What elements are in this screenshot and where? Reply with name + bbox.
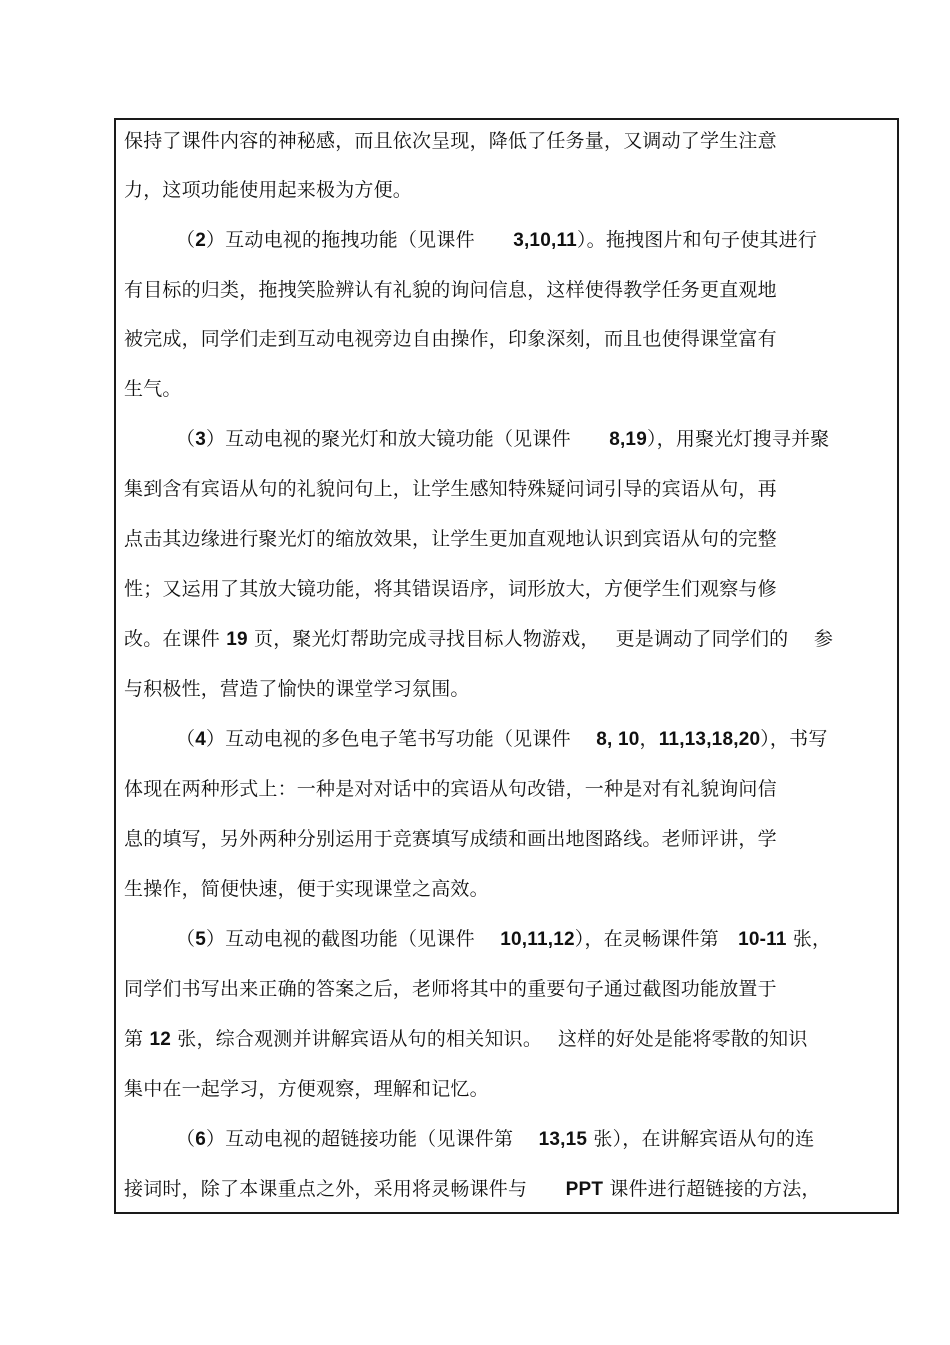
bold-number: 5 [195,929,206,950]
text-segment: （ [176,229,196,251]
text-line [124,177,412,203]
text-line [124,1076,489,1102]
text-segment: 第 [124,1028,150,1050]
text-segment: 被完成，同学们走到互动电视旁边自由操作，印象深刻，而且也使得课堂富有 [124,328,777,350]
text-line [124,576,777,602]
text-segment: 接词时，除了本课重点之外，采用将灵畅课件与 [124,1178,566,1200]
text-segment: ）互动电视的拖拽功能（见课件 [205,229,514,251]
text-line [176,426,829,453]
text-segment: 生气。 [124,378,182,400]
text-segment: 课件进行超链接的方法， [603,1178,821,1200]
bold-number: 3 [195,429,206,450]
text-line [176,227,817,254]
text-line [124,277,777,303]
text-line [124,526,777,552]
text-segment: 张），在讲解宾语从句的连 [587,1128,815,1150]
bold-number: 12 [149,1029,171,1050]
text-segment: ）。拖拽图片和句子使其进行 [576,229,818,251]
text-segment: 集到含有宾语从句的礼貌问句上，让学生感知特殊疑问词引导的宾语从句，再 [124,478,777,500]
text-segment: 生操作，简便快速，便于实现课堂之高效。 [124,878,489,900]
text-segment: 张， [786,928,832,950]
text-line [124,476,777,502]
text-line [124,1176,821,1203]
text-segment: ）互动电视的超链接功能（见课件第 [205,1128,539,1150]
bold-number: 11,13,18,20 [658,729,761,750]
text-segment: （ [176,728,196,750]
text-segment: 保持了课件内容的神秘感，而且依次呈现，降低了任务量，又调动了学生注意 [124,130,777,152]
text-segment: ）互动电视的聚光灯和放大镜功能（见课件 [205,428,610,450]
text-segment: 同学们书写出来正确的答案之后，老师将其中的重要句子通过截图功能放置于 [124,978,777,1000]
text-segment: ）互动电视的截图功能（见课件 [205,928,501,950]
text-segment: ），在灵畅课件第 [574,928,739,950]
text-segment: 集中在一起学习，方便观察，理解和记忆。 [124,1078,489,1100]
text-line [176,926,831,953]
text-segment: 张，综合观测并讲解宾语从句的相关知识。 这样的好处是能将零散的知识 [171,1028,808,1050]
text-line [124,128,777,154]
text-line [124,826,777,852]
text-segment: 点击其边缘进行聚光灯的缩放效果，让学生更加直观地认识到宾语从句的完整 [124,528,777,550]
bold-number: 10-11 [738,929,787,950]
text-segment: 页，聚光灯帮助完成寻找目标人物游戏， 更是调动了同学们的 参 [247,628,834,650]
bold-number: 19 [226,629,248,650]
text-line [124,676,470,702]
bold-number: 6 [195,1129,206,1150]
text-segment: （ [176,428,196,450]
bold-number: PPT [565,1179,604,1200]
bold-number: 4 [195,729,206,750]
bold-number: 2 [195,230,206,251]
text-line [124,326,777,352]
text-line [124,376,182,402]
bold-number: 13,15 [538,1129,588,1150]
text-segment: ）互动电视的多色电子笔书写功能（见课件 [205,728,597,750]
text-line [124,976,777,1002]
bold-number: 3,10,11 [513,230,577,251]
text-segment: 改。在课件 [124,628,227,650]
text-segment: 性；又运用了其放大镜功能，将其错误语序，词形放大，方便学生们观察与修 [124,578,777,600]
bold-number: 8,19 [609,429,647,450]
text-segment: （ [176,1128,196,1150]
text-segment: 与积极性，营造了愉快的课堂学习氛围。 [124,678,470,700]
text-segment: 体现在两种形式上：一种是对对话中的宾语从句改错，一种是对有礼貌询问信 [124,778,777,800]
text-line [124,876,489,902]
bold-number: 8, 10 [596,729,640,750]
text-line [124,1026,808,1053]
text-segment: ），用聚光灯搜寻并聚 [646,428,830,450]
bold-number: 10,11,12 [500,929,575,950]
text-segment: ， [639,728,659,750]
text-line [176,726,828,753]
text-segment: 有目标的归类，拖拽笑脸辨认有礼貌的询问信息，这样使得教学任务更直观地 [124,279,777,301]
text-line [124,626,833,653]
text-line [176,1126,814,1153]
text-line [124,776,777,802]
text-segment: ），书写 [760,728,828,750]
text-segment: 力，这项功能使用起来极为方便。 [124,179,413,201]
text-segment: 息的填写，另外两种分别运用于竞赛填写成绩和画出地图路线。老师评讲，学 [124,828,777,850]
text-segment: （ [176,928,196,950]
